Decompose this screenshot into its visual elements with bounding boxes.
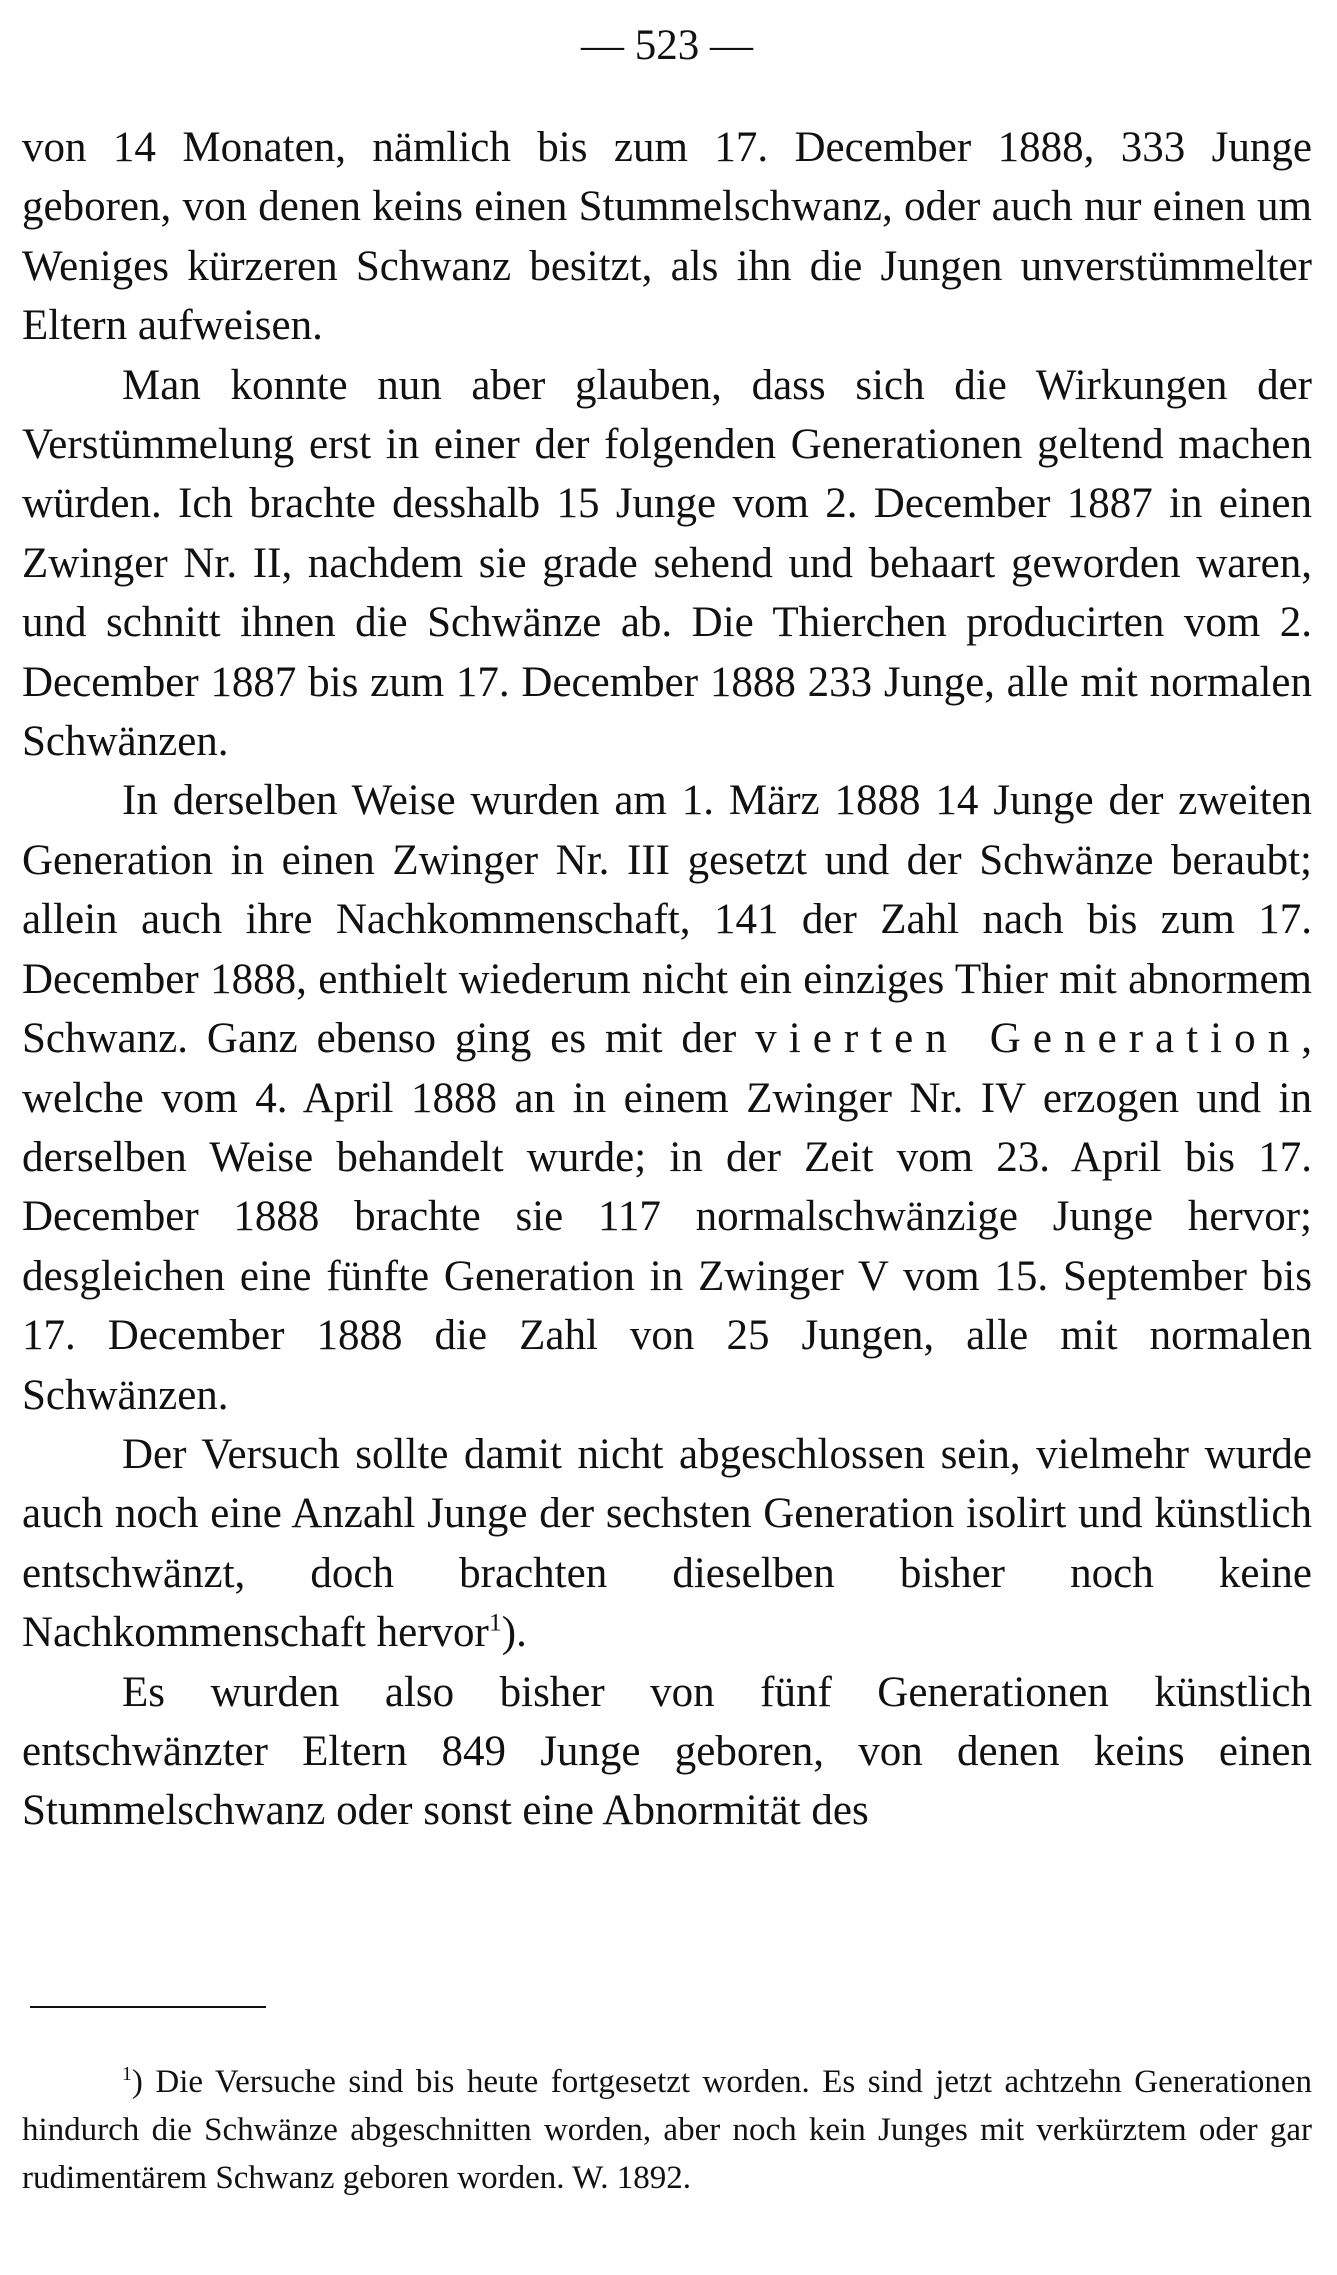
paragraph-3	[22, 771, 1312, 1424]
footnote-divider	[30, 2006, 266, 2008]
paragraph-1: von 14 Monaten, nämlich bis zum 17. December 1888, 333 Junge geboren, von denen keins einen Stummelschwanz, oder auch nur einen um Weniges kürzeren Schwanz besitzt, als ihn die Jungen unverstümmelter Eltern aufweisen.	[22, 124, 1312, 350]
paragraph-4-text-after: ).	[501, 1609, 527, 1657]
footnote-reference[interactable]: 1	[488, 1607, 502, 1637]
footnote	[22, 2058, 1312, 2202]
footnote-text: Die Versuche sind bis heute fortgesetzt worden. Es sind jetzt achtzehn Generationen hindurch die Schwänze abgeschnitten worden, aber noch kein Junges mit verkürztem oder gar rudimentärem Schwanz geboren worden. W. 1892.	[22, 2064, 1312, 2196]
emphasis-spaced: vierten Generation	[755, 1015, 1302, 1063]
paragraph-2: Man konnte nun aber glauben, dass sich die Wirkungen der Verstümmelung erst in einer der folgenden Generationen geltend machen würden. Ich brachte desshalb 15 Junge vom 2. December 1887 in einen Zwinger Nr. II, nachdem sie grade sehend und behaart geworden waren, und schnitt ihnen die Schwänze ab. Die Thierchen producirten vom 2. December 1887 bis zum 17. December 1888 233 Junge, alle mit normalen Schwänzen.	[22, 361, 1312, 766]
body-text	[22, 118, 1312, 1841]
paragraph-3-text-before: In derselben Weise wurden am 1. März 1888 14 Junge der zweiten Generation in einen Zwinger Nr. III gesetzt und der Schwänze beraubt; allein auch ihre Nachkommenschaft, 141 der Zahl nach bis zum 17. December 1888, enthielt wiederum nicht ein einziges Thier mit abnormem Schwanz. Ganz ebenso ging es mit der	[22, 777, 1312, 1063]
footnote-marker: 1	[122, 2063, 132, 2085]
paragraph-4	[22, 1425, 1312, 1663]
document-page	[22, 0, 1312, 2275]
page-number: — 523 —	[581, 22, 753, 69]
footnote-marker-close: )	[131, 2064, 143, 2100]
page-header	[22, 16, 1312, 76]
paragraph-3-text-after: , welche vom 4. April 1888 an in einem Zwinger Nr. IV erzogen und in derselben Weise behandelt wurde; in der Zeit vom 23. April bis 17. December 1888 brachte sie 117 normalschwänzige Junge hervor; desgleichen eine fünfte Generation in Zwinger V vom 15. September bis 17. December 1888 die Zahl von 25 Jungen, alle mit normalen Schwänzen.	[22, 1015, 1312, 1419]
paragraph-5: Es wurden also bisher von fünf Generationen künstlich entschwänzter Eltern 849 Junge geboren, von denen keins einen Stummelschwanz oder sonst eine Abnormität des	[22, 1668, 1312, 1835]
paragraph-4-text: Der Versuch sollte damit nicht abgeschlossen sein, vielmehr wurde auch noch eine Anzahl Junge der sechsten Generation isolirt und künstlich entschwänzt, doch brachten dieselben bisher noch keine Nachkommenschaft hervor	[22, 1430, 1312, 1657]
